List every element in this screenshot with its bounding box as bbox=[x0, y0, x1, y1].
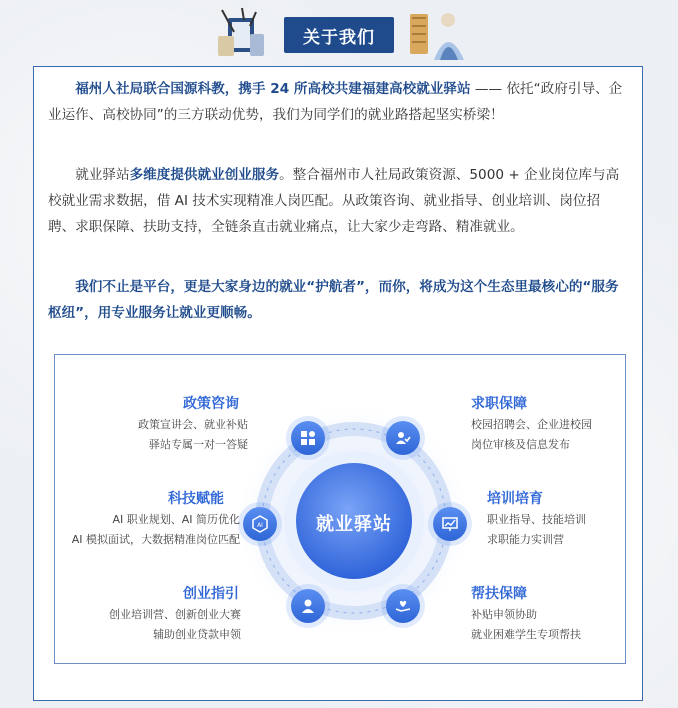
service-diagram bbox=[54, 354, 626, 664]
section-jobsec-line-2: 岗位审核及信息发布 bbox=[471, 438, 570, 451]
scroll-brush-decoration-icon bbox=[210, 6, 272, 60]
intro-text-1: —— 依托“政府引导、企业运作、高校协同”的三方联动优势，我们为同学们的就业路搭起坚实桥梁！ bbox=[48, 81, 623, 123]
scholar-figure-decoration-icon bbox=[404, 4, 472, 62]
grid-icon bbox=[291, 421, 325, 455]
intro-highlight-2: 多维度提供就业创业服务 bbox=[129, 167, 280, 183]
section-title-policy: 政策咨询 bbox=[183, 396, 239, 412]
intro-highlight-1: 福州人社局联合国源科教，携手 24 所高校共建福建高校就业驿站 bbox=[75, 81, 471, 97]
chart-screen-icon bbox=[433, 507, 467, 541]
header bbox=[0, 0, 678, 66]
section-policy-line-1: 政策宣讲会、就业补贴 bbox=[138, 418, 248, 431]
section-tech-line-1: AI 职业规划、AI 简历优化 bbox=[112, 513, 240, 526]
section-support-line-2: 就业困难学生专项帮扶 bbox=[471, 628, 581, 641]
section-support-line-1: 补贴申领协助 bbox=[471, 608, 537, 621]
section-training-line-2: 求职能力实训营 bbox=[487, 533, 564, 546]
ai-icon bbox=[243, 507, 277, 541]
center-label: 就业驿站 bbox=[316, 514, 392, 535]
intro-highlight-3: 我们不止是平台，更是大家身边的就业“护航者”，而你，将成为这个生态里最核心的“服务枢纽”，用专业服务让就业更顺畅。 bbox=[48, 279, 619, 321]
person-icon bbox=[291, 589, 325, 623]
hand-heart-icon bbox=[386, 589, 420, 623]
svg-text:AI: AI bbox=[257, 522, 263, 529]
intro-paragraph-1 bbox=[48, 76, 626, 128]
section-startup-line-2: 辅助创业贷款申领 bbox=[153, 628, 241, 641]
section-title: 关于我们 bbox=[284, 17, 394, 53]
intro-paragraph-3 bbox=[48, 274, 626, 326]
section-policy-line-2: 驿站专属一对一答疑 bbox=[149, 438, 248, 451]
section-title-support: 帮扶保障 bbox=[471, 586, 527, 602]
section-startup-line-1: 创业培训营、创新创业大赛 bbox=[109, 608, 241, 621]
section-training-line-1: 职业指导、技能培训 bbox=[487, 513, 586, 526]
section-title-startup: 创业指引 bbox=[183, 586, 239, 602]
section-title-jobsec: 求职保障 bbox=[471, 396, 527, 412]
section-jobsec-line-1: 校园招聘会、企业进校园 bbox=[471, 418, 592, 431]
user-check-icon bbox=[386, 421, 420, 455]
intro-text-2a: 就业驿站 bbox=[75, 167, 130, 183]
intro-text-2b: 。整合福州市人社局政策资源、5000 + 企业岗位库与高校就业需求数据，借 AI 技术实现精准人岗匹配。从政策咨询、就业指导、创业培训、岗位招聘、求职保障、扶助支持，全链条直击就业痛点，让大家少走弯路、精准就业。 bbox=[48, 167, 620, 235]
section-tech-line-2: AI 模拟面试，大数据精准岗位匹配 bbox=[71, 533, 240, 546]
section-title-training: 培训培育 bbox=[487, 491, 543, 507]
section-title-tech: 科技赋能 bbox=[168, 491, 224, 507]
intro-paragraph-2 bbox=[48, 162, 626, 240]
